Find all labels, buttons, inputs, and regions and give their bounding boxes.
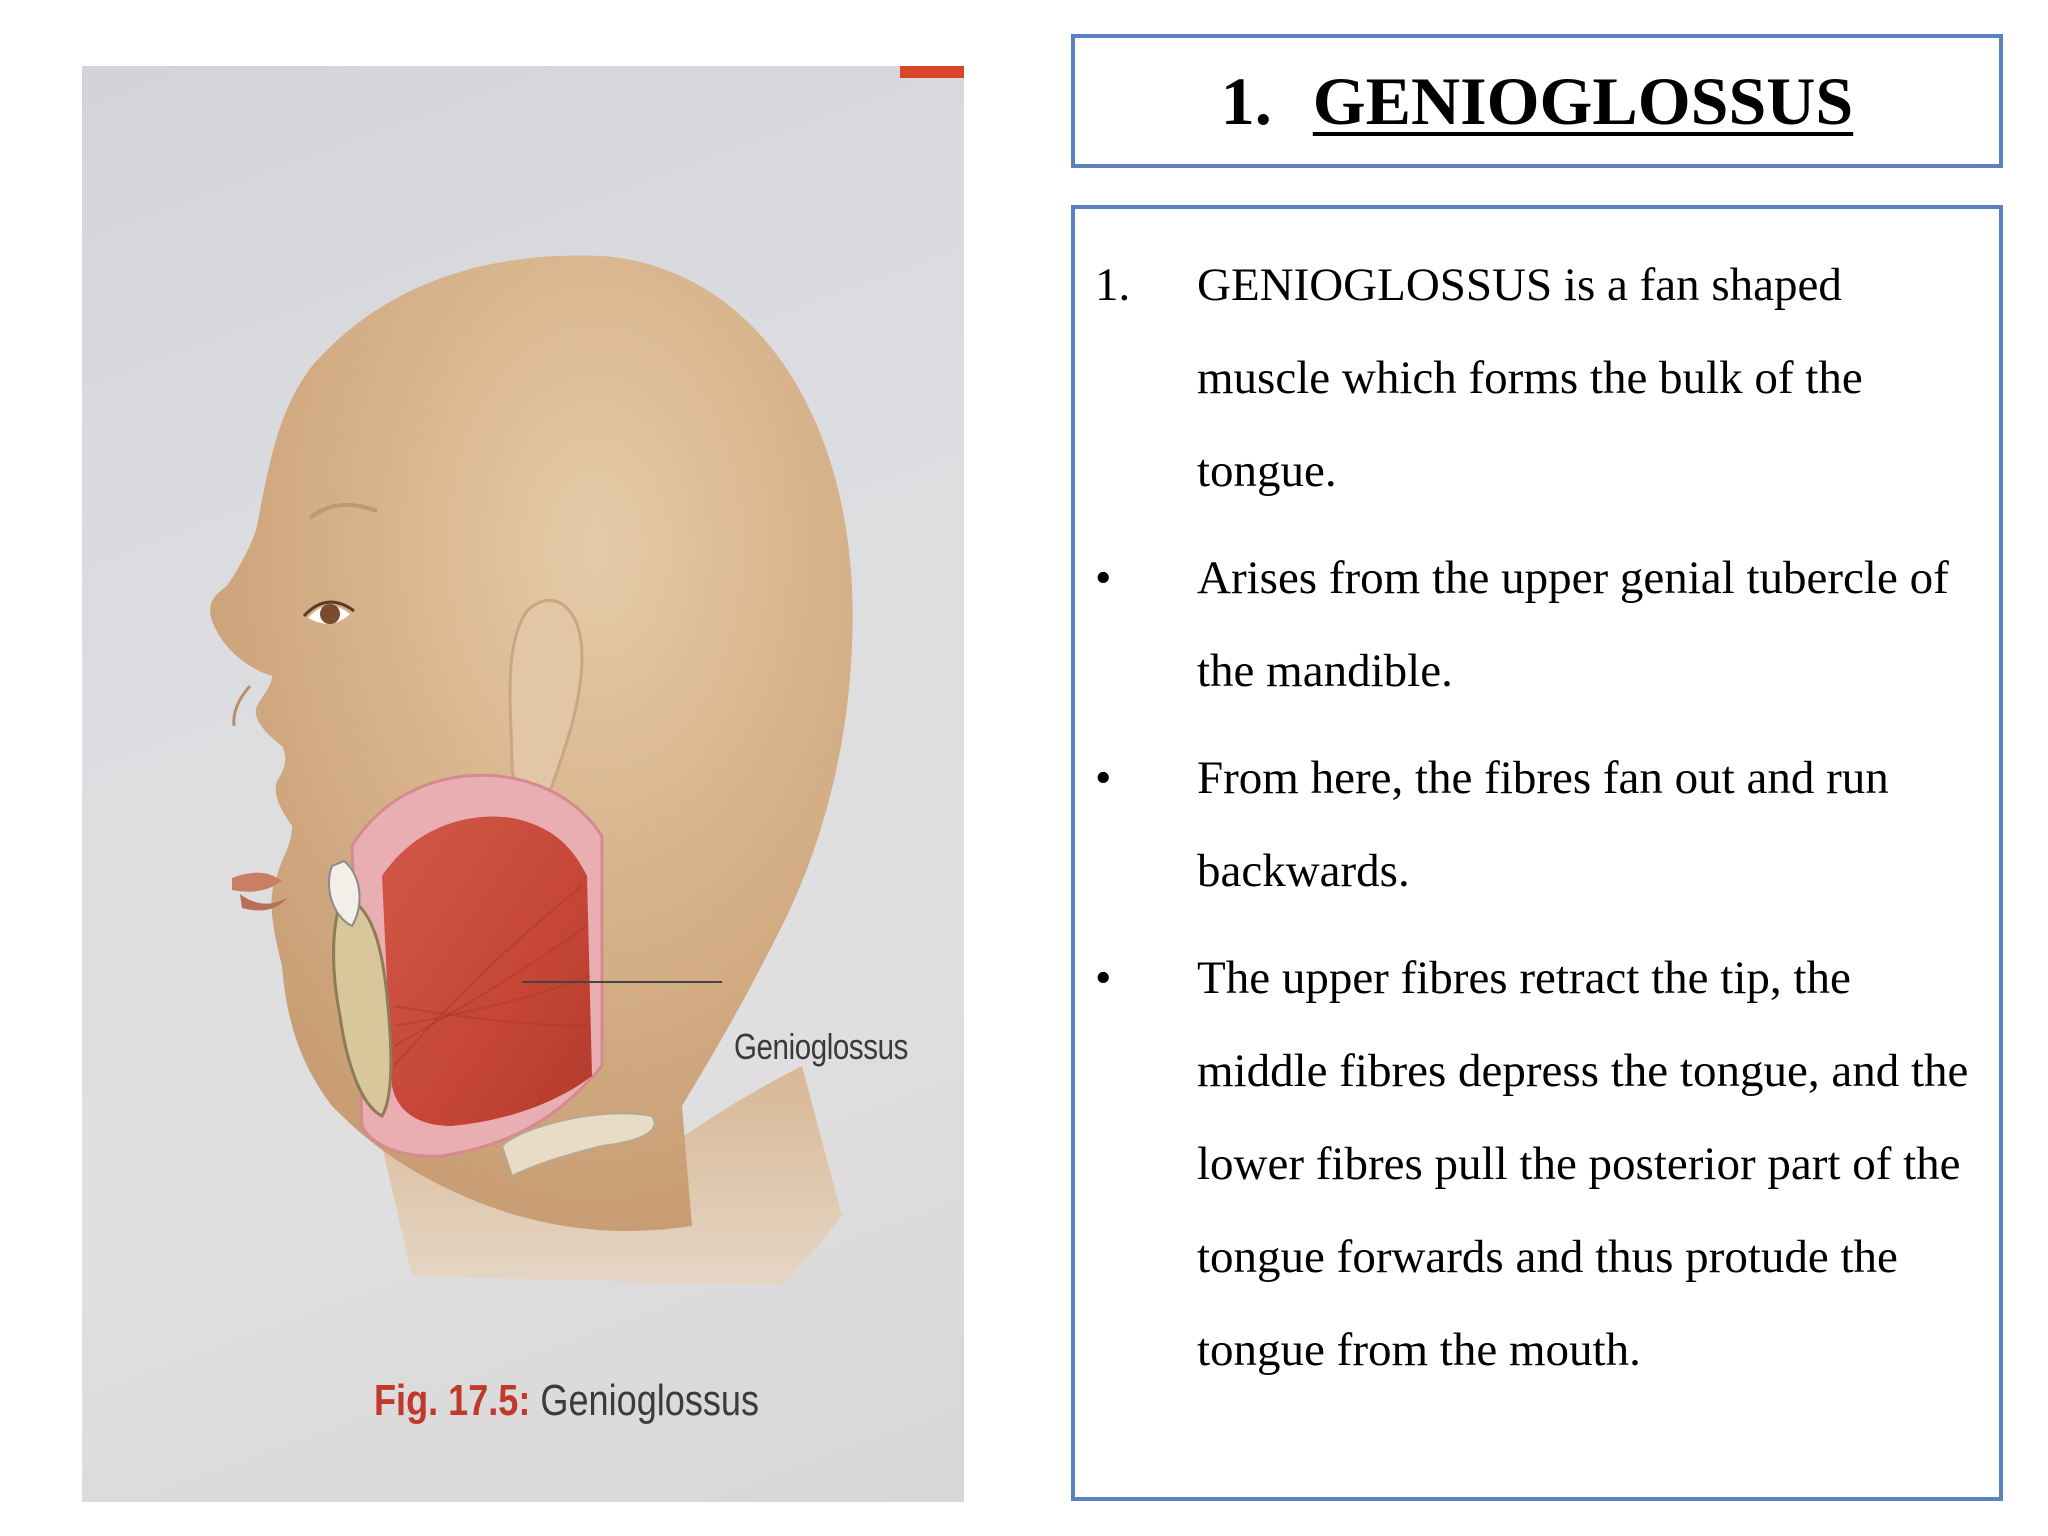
- figure-label: Genioglossus: [734, 1026, 908, 1067]
- figure-caption-name: Genioglossus: [540, 1376, 760, 1425]
- figure-caption-number: Fig. 17.5:: [374, 1376, 531, 1425]
- title-word: GENIOGLOSSUS: [1312, 62, 1854, 139]
- list-item-text: GENIOGLOSSUS is a fan shaped muscle which forms the bulk of the tongue.: [1197, 259, 1863, 497]
- bullet-marker: •: [1095, 552, 1112, 604]
- title-number: 1.: [1220, 62, 1272, 139]
- content-box: [1071, 205, 2003, 1501]
- list-item: [1095, 932, 1983, 1397]
- bullet-marker: •: [1095, 752, 1112, 804]
- list-item: [1095, 732, 1983, 918]
- anatomy-figure: [82, 66, 964, 1502]
- content-list: [1095, 239, 1983, 1397]
- list-item-text: Arises from the upper genial tubercle of the mandible.: [1197, 552, 1949, 697]
- page-title: [1221, 62, 1853, 141]
- page-marker: [900, 66, 964, 78]
- head-illustration: [82, 66, 964, 1502]
- title-box: [1071, 34, 2003, 168]
- list-item: [1095, 532, 1983, 718]
- list-item: [1095, 239, 1983, 518]
- list-marker: 1.: [1095, 259, 1131, 311]
- list-item-text: The upper fibres retract the tip, the middle fibres depress the tongue, and the lower fibres pull the posterior part of the tongue forwards and thus protude the tongue from the mouth.: [1197, 952, 1969, 1376]
- bullet-marker: •: [1095, 952, 1112, 1004]
- list-item-text: From here, the fibres fan out and run backwards.: [1197, 752, 1889, 897]
- figure-caption: [374, 1376, 759, 1426]
